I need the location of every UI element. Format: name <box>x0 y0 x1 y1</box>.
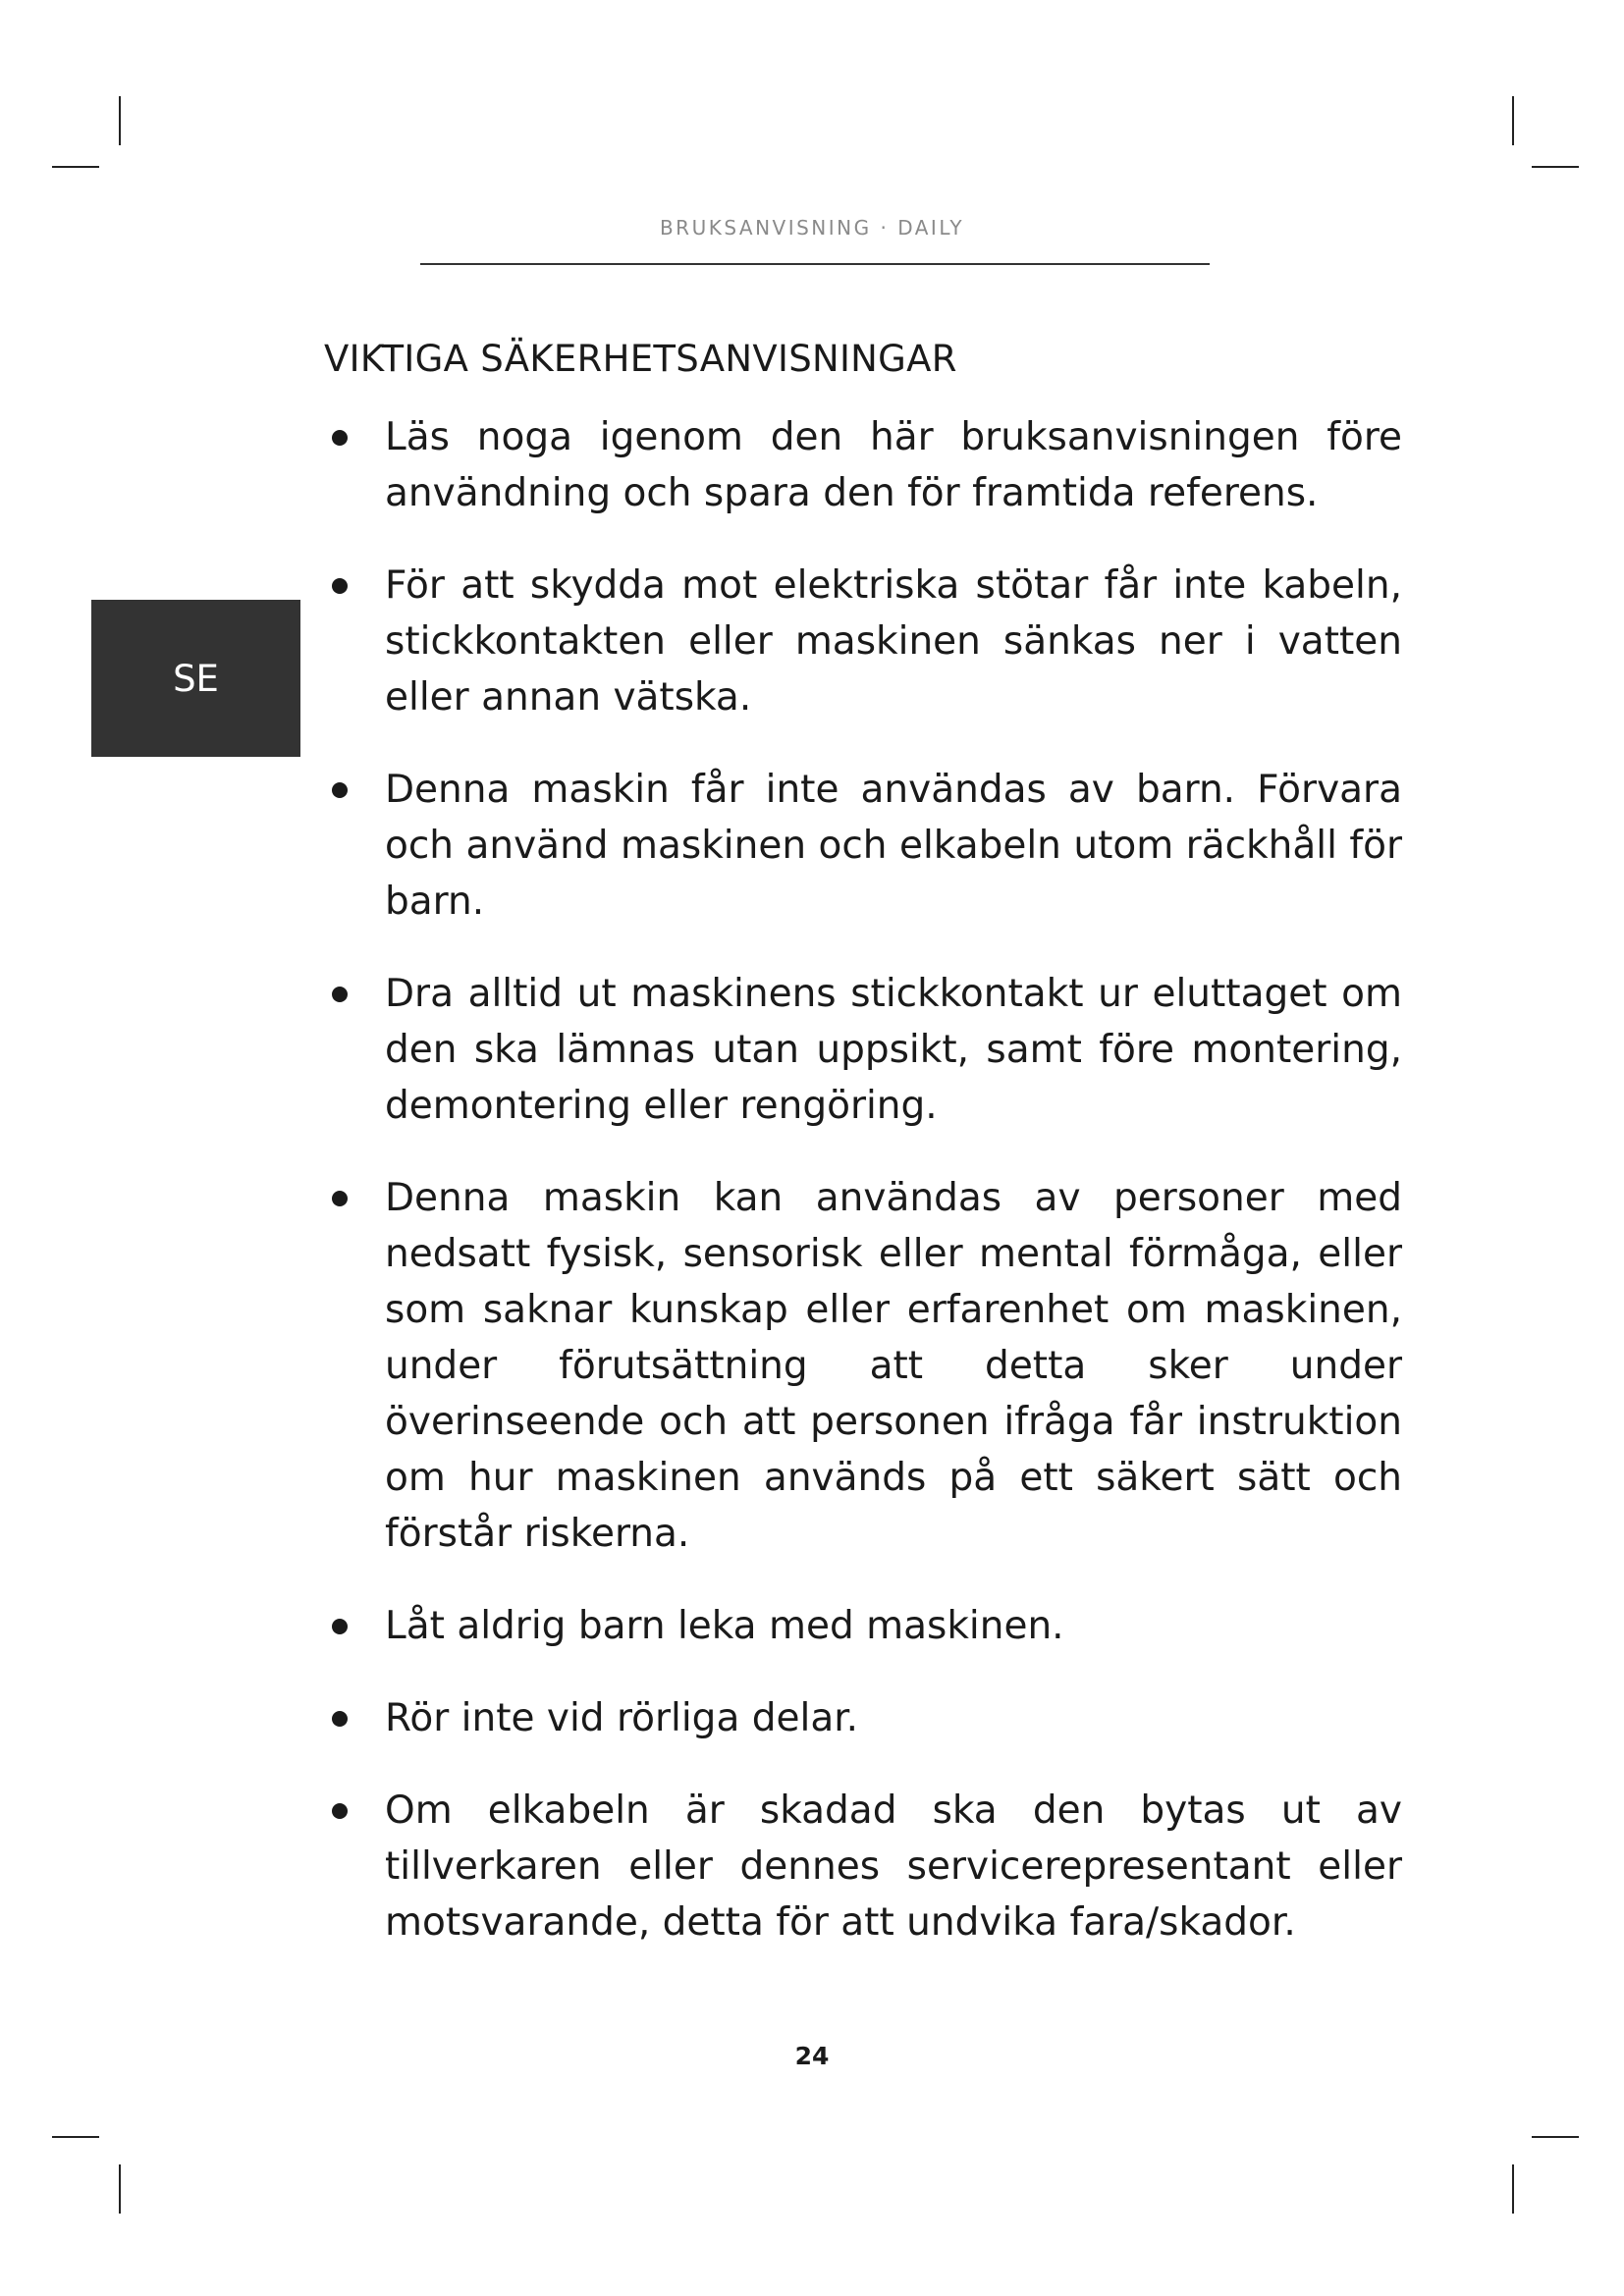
crop-mark-bottom-right-horizontal <box>1532 2136 1579 2138</box>
list-item <box>324 1783 1402 1950</box>
list-item <box>324 1170 1402 1562</box>
bullet-icon <box>332 782 348 798</box>
page-number: 24 <box>794 2042 830 2070</box>
language-tab <box>91 600 300 757</box>
list-item-text: Denna maskin kan användas av personer med nedsatt fysisk, sensorisk eller mental förmåga, eller som saknar kunskap eller erfarenhet om maskinen, under förutsättning att detta sker under överinseende och att personen ifråga får instruktion om hur maskinen används på ett säkert sätt och förstår riskerna. <box>385 1176 1402 1556</box>
list-item-text: Denna maskin får inte användas av barn. Förvara och använd maskinen och elkabeln utom räckhåll för barn. <box>385 768 1402 924</box>
language-tab-label: SE <box>173 657 219 700</box>
safety-instructions-list <box>324 409 1402 1987</box>
crop-mark-top-right-horizontal <box>1532 166 1579 168</box>
crop-mark-bottom-left-horizontal <box>52 2136 99 2138</box>
crop-mark-bottom-right-vertical <box>1512 2164 1514 2214</box>
list-item <box>324 1690 1402 1746</box>
list-item-text: För att skydda mot elektriska stötar får inte kabeln, stickkontakten eller maskinen sänkas ner i vatten eller annan vätska. <box>385 563 1402 720</box>
list-item <box>324 762 1402 930</box>
crop-mark-top-right-vertical <box>1512 96 1514 145</box>
bullet-icon <box>332 578 348 594</box>
running-header: BRUKSANVISNING · DAILY <box>659 216 965 240</box>
list-item <box>324 1598 1402 1654</box>
bullet-icon <box>332 987 348 1002</box>
bullet-icon <box>332 430 348 446</box>
list-item-text: Dra alltid ut maskinens stickkontakt ur eluttaget om den ska lämnas utan uppsikt, samt före montering, demontering eller rengöring. <box>385 972 1402 1128</box>
list-item <box>324 558 1402 725</box>
bullet-icon <box>332 1191 348 1206</box>
crop-mark-top-left-vertical <box>119 96 121 145</box>
list-item-text: Låt aldrig barn leka med maskinen. <box>385 1604 1064 1648</box>
bullet-icon <box>332 1619 348 1634</box>
section-title: VIKTIGA SÄKERHETSANVISNINGAR <box>324 338 957 380</box>
crop-mark-top-left-horizontal <box>52 166 99 168</box>
list-item <box>324 966 1402 1134</box>
bullet-icon <box>332 1803 348 1819</box>
bullet-icon <box>332 1711 348 1727</box>
list-item <box>324 409 1402 521</box>
crop-mark-bottom-left-vertical <box>119 2164 121 2214</box>
list-item-text: Om elkabeln är skadad ska den bytas ut av tillverkaren eller dennes servicerepresentant eller motsvarande, detta för att undvika fara/skador. <box>385 1789 1402 1945</box>
list-item-text: Läs noga igenom den här bruksanvisningen före användning och spara den för framtida referens. <box>385 415 1402 515</box>
header-rule <box>420 263 1210 265</box>
list-item-text: Rör inte vid rörliga delar. <box>385 1696 859 1740</box>
